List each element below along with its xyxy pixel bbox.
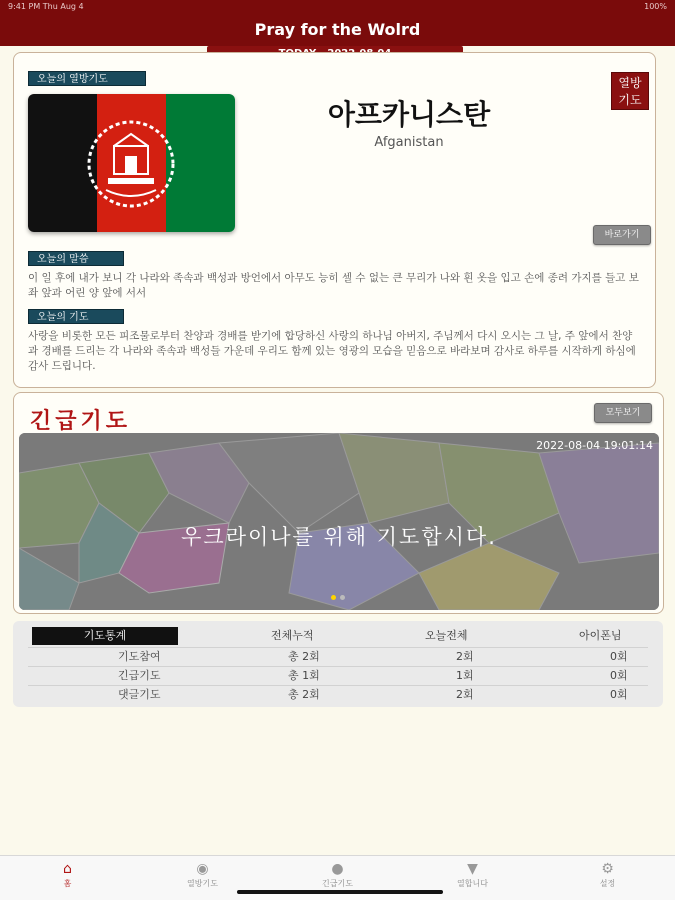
country-flag bbox=[28, 94, 235, 232]
stats-header-total: 전체누적 bbox=[271, 629, 314, 642]
badge-line-2: 기도 bbox=[618, 93, 642, 107]
alert-icon: ● bbox=[331, 861, 344, 877]
row-total: 총 1회 bbox=[288, 669, 320, 682]
tab-label: 설정 bbox=[599, 879, 616, 888]
country-name-korean: 아프카니스탄 bbox=[327, 98, 491, 131]
word-of-day-text: 이 일 후에 내가 보니 각 나라와 족속과 백성과 방언에서 아무도 능히 셀 수 없는 큰 무리가 나와 흰 옷을 입고 손에 종려 가지를 들고 보좌 앞과 어린 양 앞에 서서 bbox=[28, 272, 639, 299]
status-bar bbox=[0, 0, 675, 14]
urgent-caption: 우크라이나를 위해 기도합시다. bbox=[181, 525, 497, 549]
urgent-timestamp: 2022-08-04 19:01:14 bbox=[536, 439, 653, 452]
stats-header-today: 오늘전체 bbox=[425, 629, 468, 642]
nations-prayer-badge[interactable] bbox=[611, 72, 649, 110]
app-title: Pray for the Wolrd bbox=[254, 20, 421, 39]
row-today: 2회 bbox=[456, 650, 474, 663]
table-row bbox=[28, 685, 648, 703]
mic-icon: ▼ bbox=[467, 861, 478, 877]
goto-button[interactable]: 바로가기 bbox=[593, 225, 651, 245]
row-label: 긴급기도 bbox=[118, 669, 161, 682]
flag-emblem-icon bbox=[28, 94, 235, 232]
view-all-button[interactable]: 모두보기 bbox=[594, 403, 652, 423]
table-row bbox=[28, 647, 648, 665]
table-row bbox=[28, 666, 648, 684]
row-today: 2회 bbox=[456, 688, 474, 701]
word-of-day-tag: 오늘의 말씀 bbox=[28, 251, 124, 266]
tab-home[interactable] bbox=[0, 856, 135, 900]
prayer-stats-table bbox=[13, 621, 663, 707]
row-label: 댓글기도 bbox=[118, 688, 161, 701]
urgent-prayer-title: 긴급기도 bbox=[30, 409, 132, 434]
tab-label: 열방기도 bbox=[187, 879, 218, 888]
status-battery: 100% bbox=[644, 2, 667, 11]
country-name-english: Afganistan bbox=[374, 135, 444, 150]
tab-label: 홈 bbox=[63, 879, 72, 888]
prayer-of-day-tag: 오늘의 기도 bbox=[28, 309, 124, 324]
tab-settings[interactable] bbox=[540, 856, 675, 900]
row-mine: 0회 bbox=[610, 688, 628, 701]
tab-label: 긴급기도 bbox=[322, 879, 353, 888]
row-today: 1회 bbox=[456, 669, 474, 682]
row-total: 총 2회 bbox=[288, 688, 320, 701]
globe-icon: ◉ bbox=[196, 861, 209, 877]
gear-icon: ⚙ bbox=[601, 861, 614, 877]
home-indicator bbox=[237, 890, 443, 894]
badge-line-1: 열방 bbox=[618, 76, 642, 90]
row-mine: 0회 bbox=[610, 650, 628, 663]
row-label: 기도참여 bbox=[118, 650, 161, 663]
tab-label: 열합니다 bbox=[457, 879, 488, 888]
carousel-dot[interactable] bbox=[340, 595, 345, 600]
urgent-prayer-banner[interactable] bbox=[19, 433, 659, 610]
app-header bbox=[0, 14, 675, 46]
row-total: 총 2회 bbox=[288, 650, 320, 663]
status-time: 9:41 PM Thu Aug 4 bbox=[8, 2, 84, 11]
home-icon: ⌂ bbox=[63, 861, 72, 877]
carousel-dot-active[interactable] bbox=[331, 595, 336, 600]
stats-header-mine: 아이폰님 bbox=[579, 629, 622, 642]
prayer-of-nations-tag: 오늘의 열방기도 bbox=[28, 71, 146, 86]
row-mine: 0회 bbox=[610, 669, 628, 682]
prayer-of-day-text: 사랑을 비롯한 모든 피조물로부터 찬양과 경배를 받기에 합당하신 사랑의 하나님 아버지, 주님께서 다시 오시는 그 날, 주 앞에서 찬양과 경배를 드리는 각 나라와 족속과 백성들 가운데 우리도 함께 있는 영광의 모습을 믿음으로 바라보며 감사로 하루를 시작하게 하심에 감사 드립니다. bbox=[28, 330, 636, 372]
country-card bbox=[13, 52, 656, 388]
stats-header-label: 기도통계 bbox=[32, 627, 178, 645]
